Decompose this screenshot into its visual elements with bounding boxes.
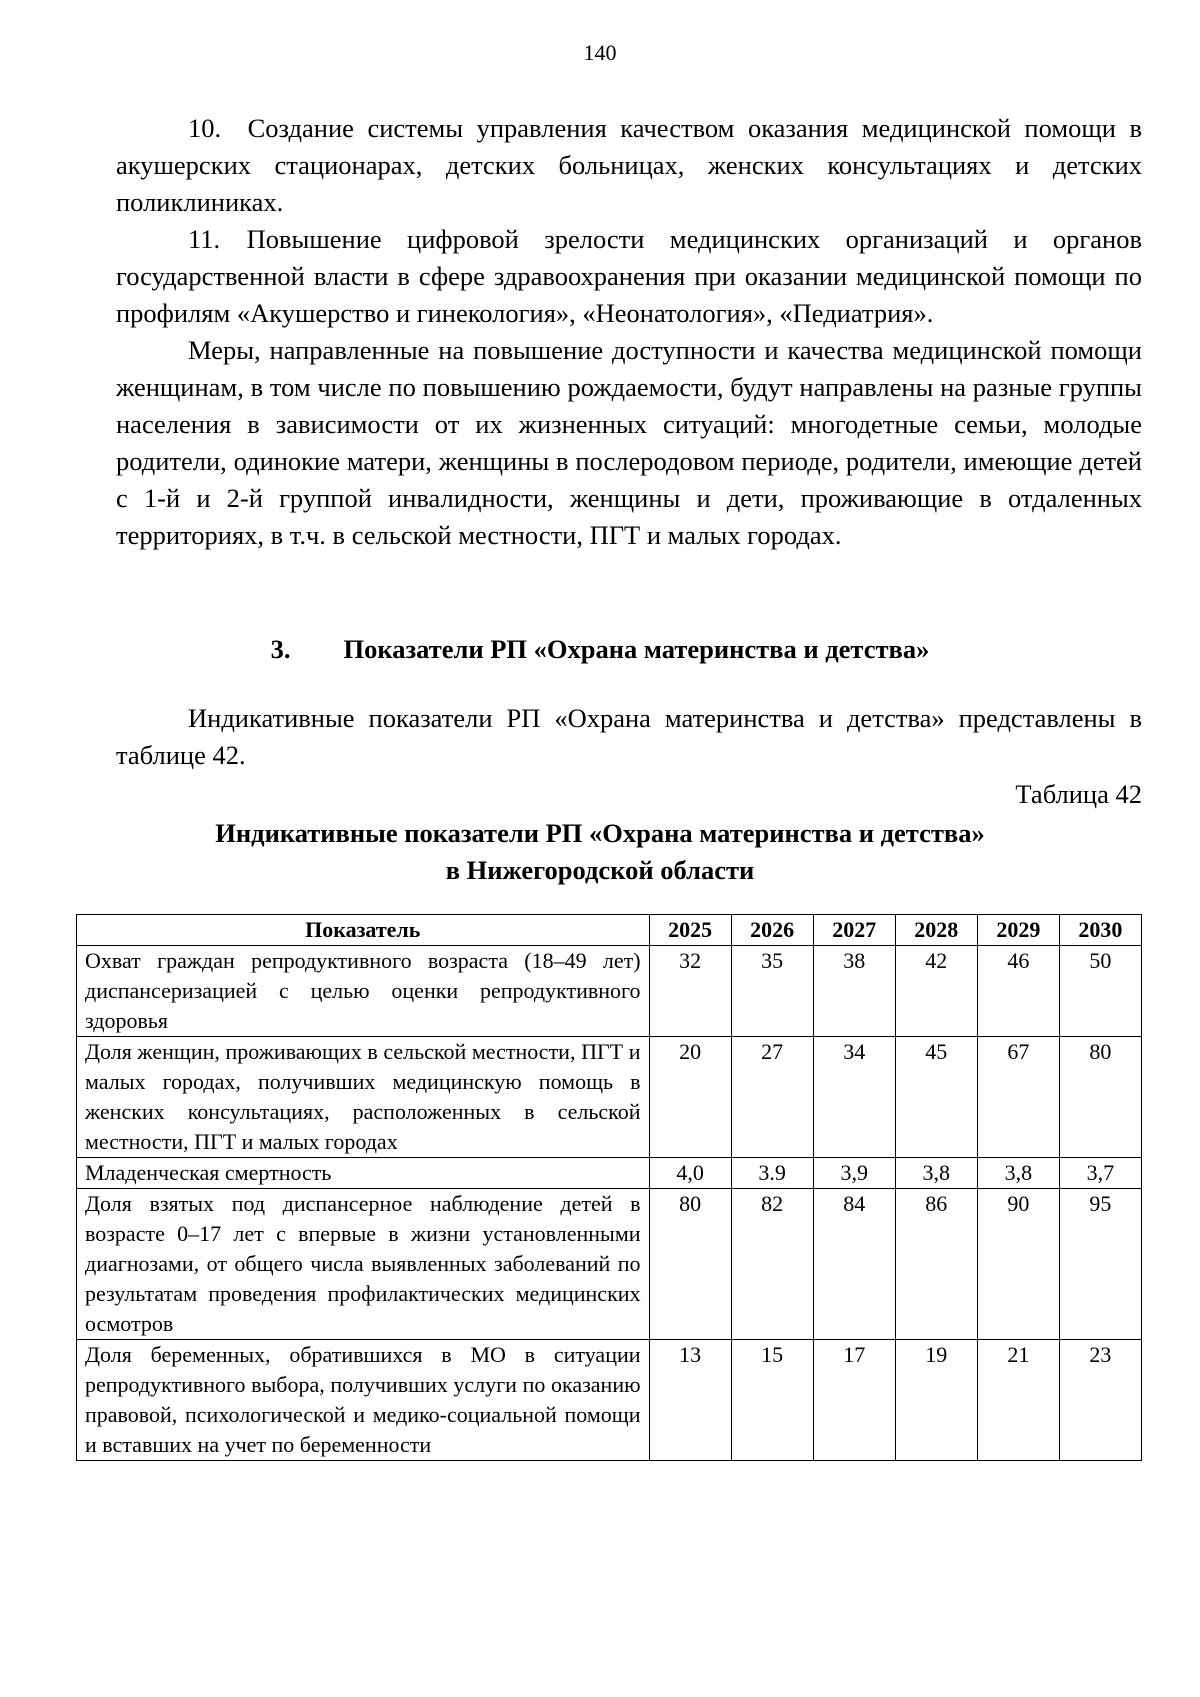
indicator-value: 67 <box>977 1037 1059 1158</box>
table-row <box>77 1037 1142 1158</box>
header-year: 2027 <box>813 915 895 946</box>
indicator-value: 82 <box>731 1189 813 1340</box>
table-title-line-1: Индикативные показатели РП «Охрана материнства и детства» <box>215 818 985 848</box>
indicators-table <box>76 914 1142 1461</box>
indicator-value: 50 <box>1059 946 1141 1037</box>
indicator-value: 21 <box>977 1340 1059 1461</box>
indicator-value: 34 <box>813 1037 895 1158</box>
indicator-value: 45 <box>895 1037 977 1158</box>
intro-paragraph: Индикативные показатели РП «Охрана материнства и детства» представлены в таблице 42. <box>116 703 1142 770</box>
indicator-name: Младенческая смертность <box>77 1158 650 1189</box>
indicator-value: 23 <box>1059 1340 1141 1461</box>
indicator-value: 13 <box>649 1340 731 1461</box>
paragraph-item-11: 11. Повышение цифровой зрелости медицинских организаций и органов государственной власти в сфере здравоохранения при оказании медицинской помощи по профилям «Акушерство и гинекология», «Неонатология», «Педиатрия». <box>116 224 1142 328</box>
header-year: 2025 <box>649 915 731 946</box>
header-year: 2029 <box>977 915 1059 946</box>
header-indicator: Показатель <box>77 915 650 946</box>
indicator-value: 3,9 <box>813 1158 895 1189</box>
indicator-value: 86 <box>895 1189 977 1340</box>
indicator-name: Доля женщин, проживающих в сельской местности, ПГТ и малых городах, получивших медицинскую помощь в женских консультациях, расположенных в сельской местности, ПГТ и малых городах <box>77 1037 650 1158</box>
indicator-value: 84 <box>813 1189 895 1340</box>
indicator-value: 20 <box>649 1037 731 1158</box>
paragraph-item-10: 10. Создание системы управления качеством оказания медицинской помощи в акушерских стационарах, детских больницах, женских консультациях и детских поликлиниках. <box>116 113 1142 217</box>
indicator-value: 27 <box>731 1037 813 1158</box>
paragraph-measures: Меры, направленные на повышение доступности и качества медицинской помощи женщинам, в том числе по повышению рождаемости, будут направлены на разные группы населения в зависимости от их жизненных ситуаций: многодетные семьи, молодые родители, одинокие матери, женщины в послеродовом периоде, родители, имеющие детей с 1-й и 2-й группой инвалидности, женщины и дети, проживающие в отдаленных территориях, в т.ч. в сельской местности, ПГТ и малых городах. <box>116 335 1142 550</box>
indicator-value: 46 <box>977 946 1059 1037</box>
table-row <box>77 946 1142 1037</box>
indicator-value: 3,7 <box>1059 1158 1141 1189</box>
table-row <box>77 1158 1142 1189</box>
indicator-value: 90 <box>977 1189 1059 1340</box>
indicator-value: 3.9 <box>731 1158 813 1189</box>
indicator-value: 17 <box>813 1340 895 1461</box>
table-title <box>0 815 1200 889</box>
table-number: Таблица 42 <box>1015 779 1142 809</box>
table-row <box>77 1340 1142 1461</box>
page-number: 140 <box>583 40 617 65</box>
indicator-value: 80 <box>649 1189 731 1340</box>
indicator-value: 95 <box>1059 1189 1141 1340</box>
indicator-value: 4,0 <box>649 1158 731 1189</box>
body-text <box>116 110 1142 554</box>
indicator-name: Охват граждан репродуктивного возраста (18–49 лет) диспансеризацией с целью оценки репродуктивного здоровья <box>77 946 650 1037</box>
indicator-value: 32 <box>649 946 731 1037</box>
indicator-value: 35 <box>731 946 813 1037</box>
table-row <box>77 1189 1142 1340</box>
indicator-value: 19 <box>895 1340 977 1461</box>
table-title-line-2: в Нижегородской области <box>445 855 755 885</box>
indicator-value: 15 <box>731 1340 813 1461</box>
header-year: 2028 <box>895 915 977 946</box>
header-year: 2030 <box>1059 915 1141 946</box>
indicator-name: Доля беременных, обратившихся в МО в ситуации репродуктивного выбора, получивших услуги по оказанию правовой, психологической и медико-социальной помощи и вставших на учет по беременности <box>77 1340 650 1461</box>
section-heading: 3. Показатели РП «Охрана материнства и детства» <box>270 634 930 664</box>
indicator-value: 3,8 <box>977 1158 1059 1189</box>
indicator-value: 38 <box>813 946 895 1037</box>
header-year: 2026 <box>731 915 813 946</box>
indicator-name: Доля взятых под диспансерное наблюдение детей в возрасте 0–17 лет с впервые в жизни установленными диагнозами, от общего числа выявленных заболеваний по результатам проведения профилактических медицинских осмотров <box>77 1189 650 1340</box>
table-header-row <box>77 915 1142 946</box>
indicator-value: 3,8 <box>895 1158 977 1189</box>
indicator-value: 80 <box>1059 1037 1141 1158</box>
indicator-value: 42 <box>895 946 977 1037</box>
